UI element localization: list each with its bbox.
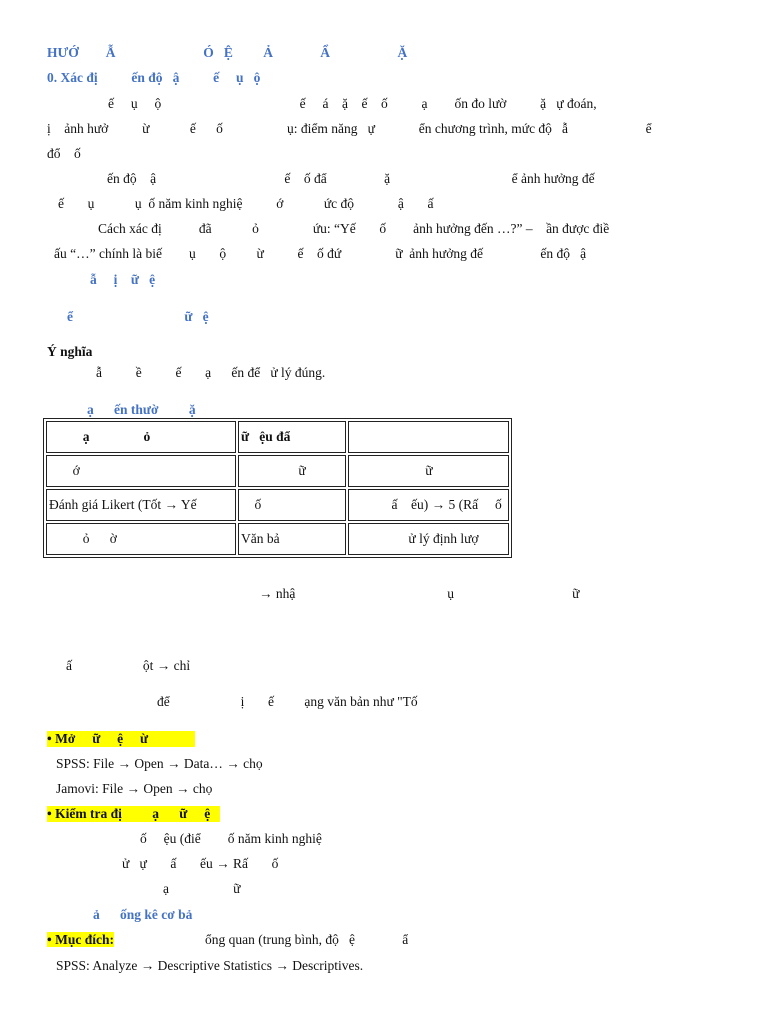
paragraph-2-line-1: ến độ ậ ế ố đẩ ặ ể ảnh hưởng đế bbox=[107, 171, 595, 186]
table-row bbox=[46, 421, 509, 453]
spss-open-path: SPSS: File → Open → Data… → chọ bbox=[56, 756, 263, 771]
table-cell: ạ ỏ bbox=[46, 421, 236, 453]
meaning-heading: Ý nghĩa bbox=[47, 344, 93, 359]
check-data-line-2: ử ự ấ ếu → Rấ ố bbox=[122, 856, 279, 871]
after-table-line: → nhậ ụ ữ bbox=[259, 586, 580, 601]
paragraph-3-line-1: Cách xác đị đã ỏ ứu: “Yế ố ảnh hưởng đến …?” – ần được điề bbox=[98, 221, 610, 236]
body-line-1: ấ ột → chỉ bbox=[66, 658, 191, 673]
table-row bbox=[46, 523, 509, 555]
paragraph-2-line-2: ế ụ ụ ố năm kinh nghiệ ớ ức độ ậ ấ bbox=[58, 196, 434, 211]
table-row bbox=[46, 489, 509, 521]
table-cell bbox=[348, 421, 509, 453]
check-data-label: • Kiểm tra đị ạ ữ ệ bbox=[47, 806, 221, 821]
jamovi-open-path: Jamovi: File → Open → chọ bbox=[56, 781, 213, 796]
paragraph-1-line-1: ế ụ ộ ế á ặ ế ố ạ ốn đo lườ ặ ự đoán, bbox=[108, 96, 597, 111]
subheading-2: ể ữ ệ bbox=[67, 309, 209, 324]
purpose-label: • Mục đích: bbox=[47, 932, 114, 947]
check-data-line-1: ố ệu (điể ố năm kinh nghiệ bbox=[140, 831, 322, 846]
table-cell: ữ ệu đẩ bbox=[238, 421, 346, 453]
table-cell: ớ bbox=[46, 455, 236, 487]
subheading-1: ẫ ị ữ ệ bbox=[90, 272, 156, 287]
check-data-line-3: ạ ữ bbox=[163, 881, 241, 896]
meaning-text: ẫ ề ế ạ ến để ử lý đúng. bbox=[96, 365, 326, 380]
paragraph-1-line-2: ị ảnh hưở ừ ế ố ụ: điểm năng ự ển chương trình, mức độ ẫ ể bbox=[47, 121, 652, 136]
document-title: HƯỚ Ẫ Ó Ệ Ả Ẩ Ặ bbox=[47, 45, 408, 60]
paragraph-3-line-2: ấu “…” chính là biế ụ ộ ừ ế ố đứ ữ ảnh hưởng đế ến độ ậ bbox=[54, 246, 587, 261]
table-cell: ữ bbox=[348, 455, 509, 487]
table-cell: ố bbox=[238, 489, 346, 521]
table-cell: ử lý định lượ bbox=[348, 523, 509, 555]
table-row bbox=[46, 455, 509, 487]
purpose-line bbox=[47, 932, 408, 948]
table-cell: ỏ ờ bbox=[46, 523, 236, 555]
variable-type-table bbox=[43, 418, 512, 558]
paragraph-1-line-3: đổ ố bbox=[47, 146, 81, 161]
section-heading-0: 0. Xác đị ến độ ậ ế ụ ộ bbox=[47, 70, 261, 85]
table-cell: Đánh giá Likert (Tốt → Yế bbox=[46, 489, 236, 521]
open-data-label: • Mở ữ ệ ừ bbox=[47, 731, 196, 746]
table-cell: ấ ếu) → 5 (Rấ ố bbox=[348, 489, 509, 521]
spss-descriptives-path: SPSS: Analyze → Descriptive Statistics → Descriptives. bbox=[56, 958, 364, 973]
stats-heading: ả ống kê cơ bả bbox=[93, 907, 193, 922]
table-cell: Văn bả bbox=[238, 523, 346, 555]
body-line-2: để ị ế ạng văn bản như "Tố bbox=[157, 694, 418, 709]
table-heading: ạ ến thườ ặ bbox=[87, 402, 196, 417]
purpose-text: ổng quan (trung bình, độ ệ ẩ bbox=[204, 932, 409, 947]
table-cell: ữ bbox=[238, 455, 346, 487]
